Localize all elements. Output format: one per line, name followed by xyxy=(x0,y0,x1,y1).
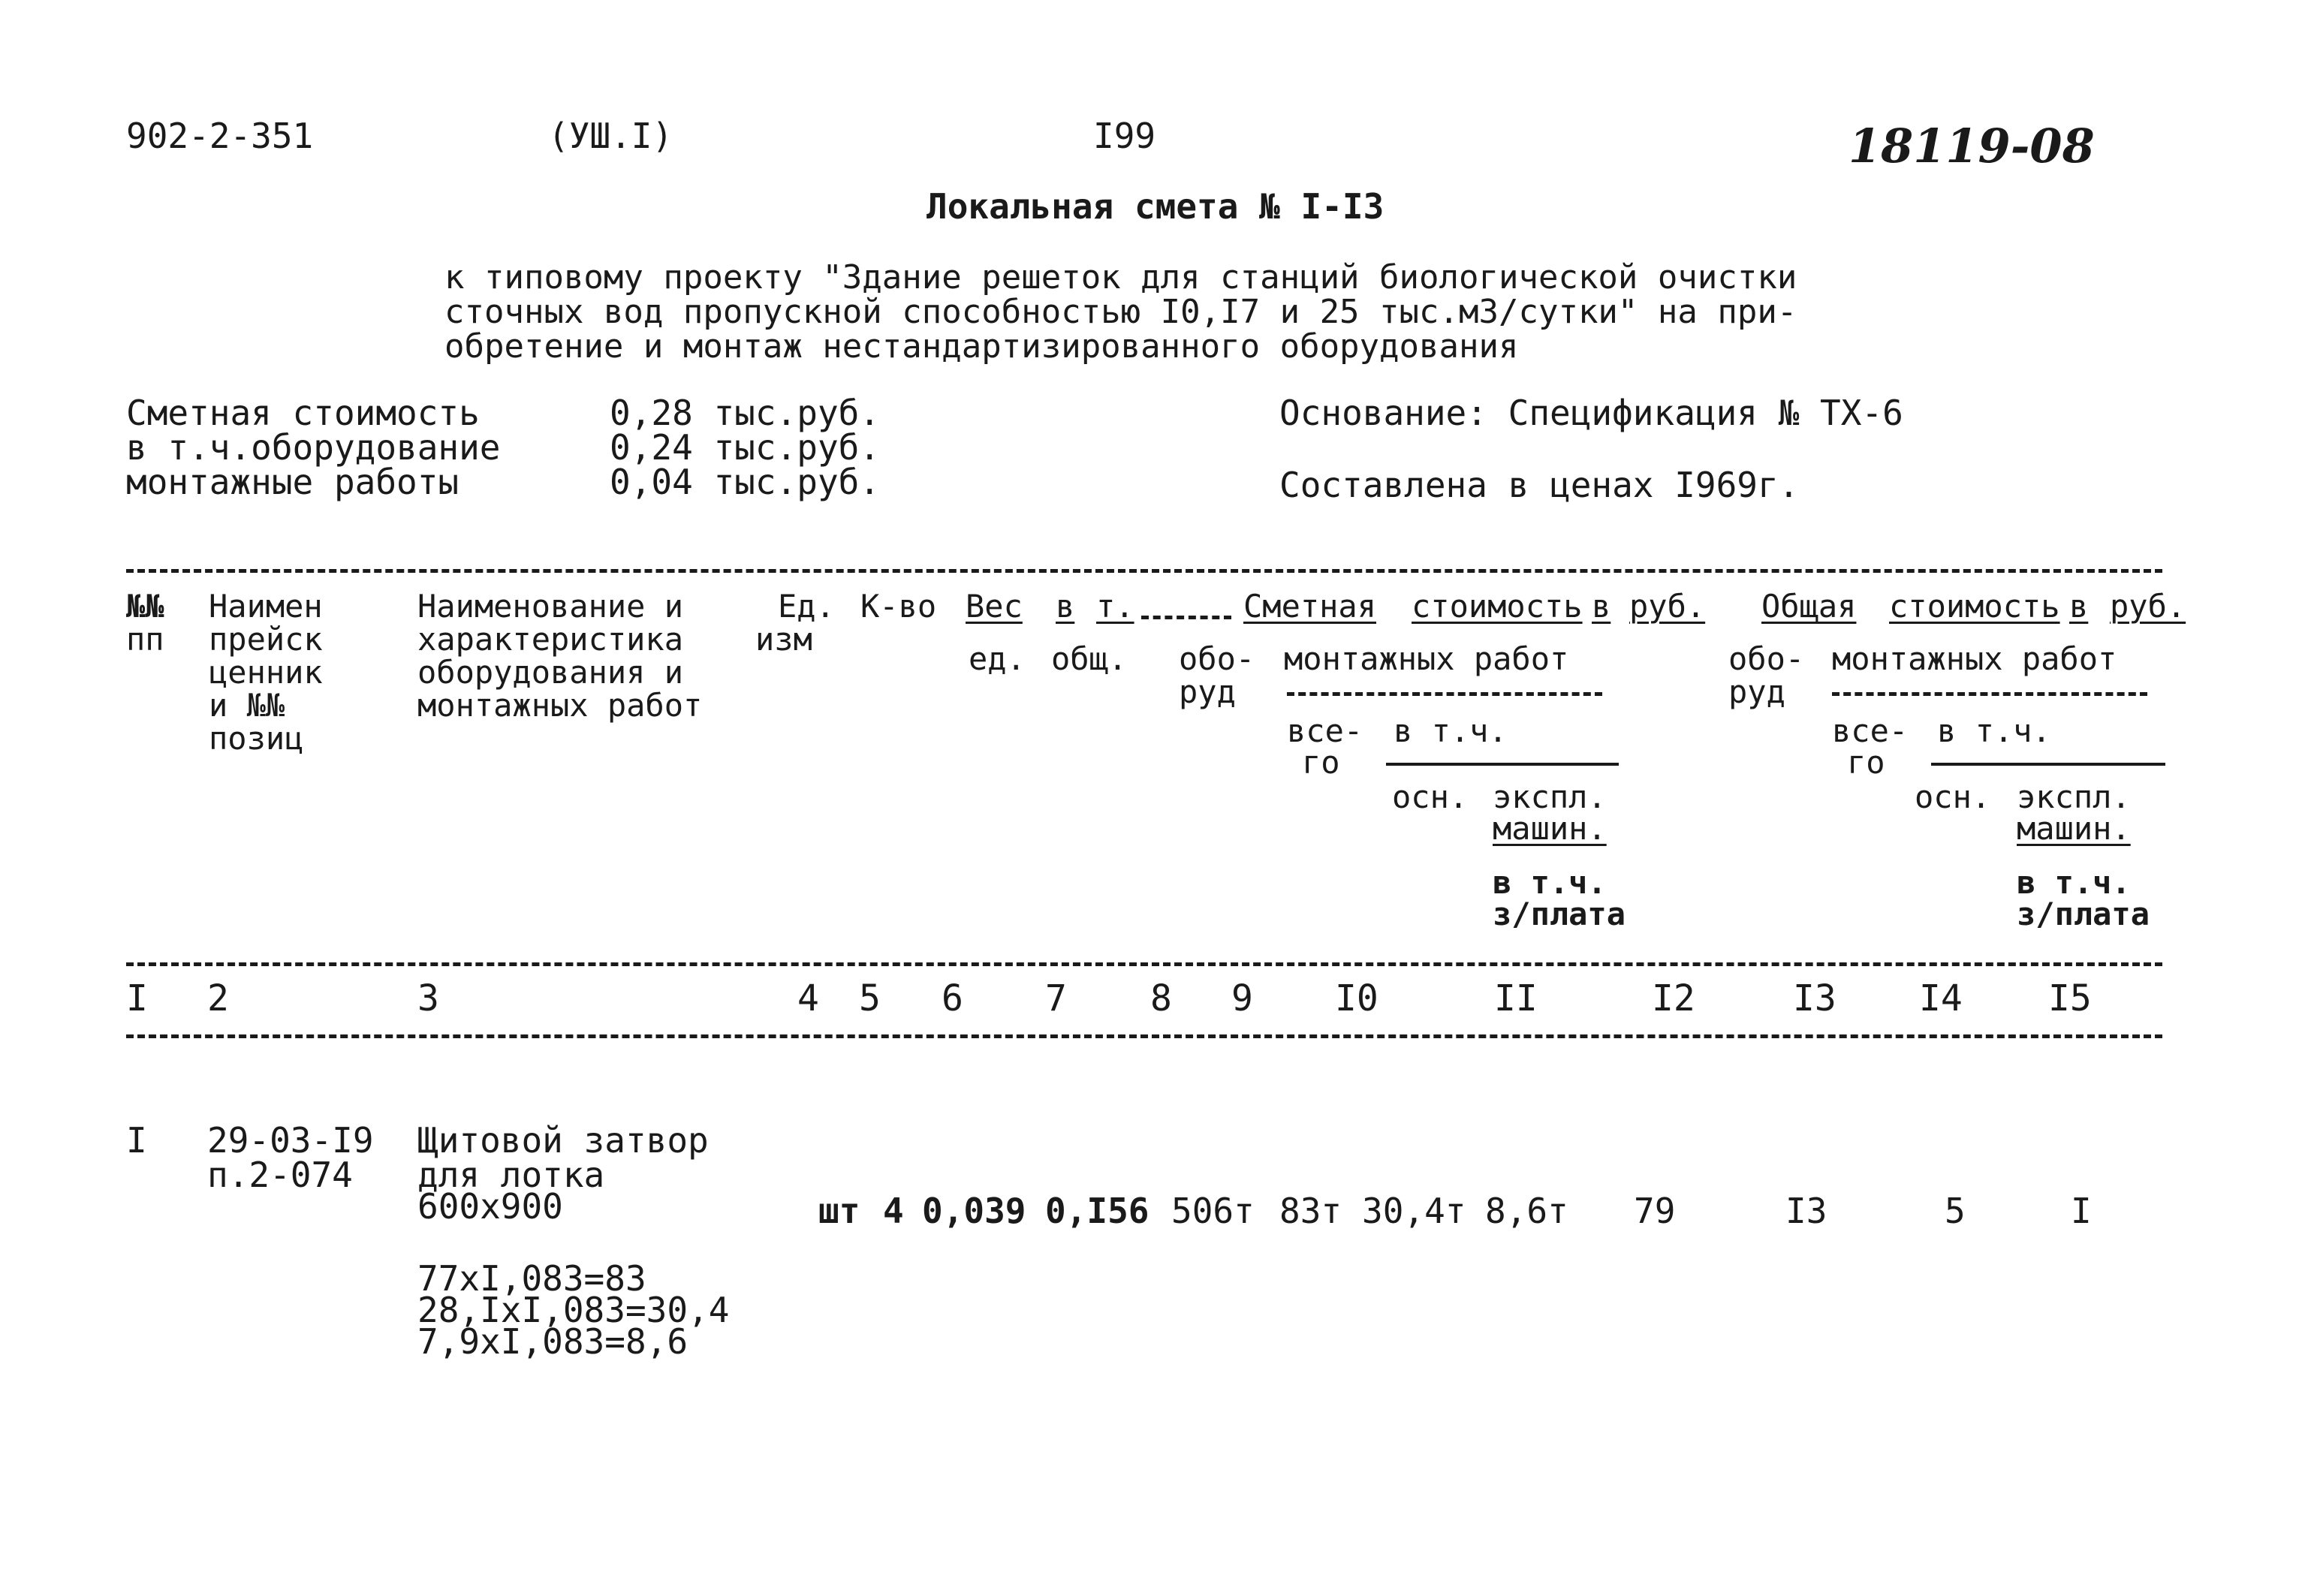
tot-incl-rule xyxy=(1931,763,2165,766)
est-all-line1: все- xyxy=(1287,712,1363,749)
est-base: осн. xyxy=(1392,778,1469,815)
summary-value-mounting: 0,04 тыс.руб. xyxy=(610,462,881,502)
est-mount-rule xyxy=(1287,692,1602,696)
col2-line2: прейск xyxy=(209,621,323,658)
summary-value-equipment: 0,24 тыс.руб. xyxy=(610,427,881,468)
colnum-14: I4 xyxy=(1919,977,1963,1019)
subtitle-line-1: к типовому проекту "Здание решеток для станций биологической очистки xyxy=(444,258,1797,297)
tot-mount-rule xyxy=(1832,692,2147,696)
est-equip-line2: руд xyxy=(1179,673,1236,710)
colnum-5: 5 xyxy=(859,977,881,1019)
colnum-9: 9 xyxy=(1231,977,1253,1019)
summary-label-total: Сметная стоимость xyxy=(126,393,480,433)
col2-line3: ценник xyxy=(209,654,323,691)
handwritten-number: 18119-08 xyxy=(1849,119,2095,173)
total-header-4: руб. xyxy=(2110,588,2186,625)
tot-mach: машин. xyxy=(2017,810,2131,847)
tot-equip-line2: руд xyxy=(1728,673,1785,710)
tot-base: осн. xyxy=(1915,778,1991,815)
row-quantity: 4 xyxy=(883,1191,904,1231)
summary-value-total: 0,28 тыс.руб. xyxy=(610,393,881,433)
colnum-4: 4 xyxy=(797,977,819,1019)
weight-header: Вес xyxy=(966,588,1023,625)
colnum-13: I3 xyxy=(1793,977,1836,1019)
est-equip-line1: обо- xyxy=(1179,640,1255,677)
subtitle-line-2: сточных вод пропускной способностью I0,I7 и 25 тыс.м3/сутки" на при- xyxy=(444,293,1797,331)
row-number: I xyxy=(126,1120,147,1161)
row-total-base: 5 xyxy=(1945,1191,1966,1231)
tot-all-line2: го xyxy=(1847,744,1885,781)
summary-label-mounting: монтажные работы xyxy=(126,462,459,502)
tot-mount-header: монтажных работ xyxy=(1832,640,2117,677)
row-calc-line2: 28,IхI,083=30,4 xyxy=(417,1290,730,1330)
row-mount-total: 83т xyxy=(1279,1191,1342,1231)
total-header-3: в xyxy=(2069,588,2089,625)
row-total-expl: I xyxy=(2071,1191,2092,1231)
col3-line3: оборудования и xyxy=(417,654,684,691)
col2-line4: и №№ xyxy=(209,687,285,724)
colnum-11: II xyxy=(1494,977,1538,1019)
row-calc-line1: 77хI,083=83 xyxy=(417,1258,646,1299)
weight-total: общ. xyxy=(1051,640,1128,677)
row-total-mount: I3 xyxy=(1785,1191,1827,1231)
album-number: (УШ.I) xyxy=(548,116,673,156)
est-incl2: в т.ч. xyxy=(1493,864,1607,901)
estimate-header-1: Сметная xyxy=(1243,588,1377,625)
total-header-2: стоимость xyxy=(1889,588,2060,625)
row-unit: шт xyxy=(818,1191,860,1231)
colnum-12: I2 xyxy=(1652,977,1695,1019)
page-number: I99 xyxy=(1093,116,1156,156)
row-weight-total: 0,I56 xyxy=(1045,1191,1149,1231)
est-incl: в т.ч. xyxy=(1394,712,1508,749)
est-expl: экспл. xyxy=(1493,778,1607,815)
col2-line5: позиц xyxy=(209,720,304,757)
weight-header-in: в xyxy=(1056,588,1075,625)
colnum-8: 8 xyxy=(1150,977,1172,1019)
total-header-1: Общая xyxy=(1761,588,1857,625)
row-code-line2: п.2-074 xyxy=(207,1155,353,1195)
document-code: 902-2-351 xyxy=(126,116,314,156)
tot-all-line1: все- xyxy=(1832,712,1909,749)
colnum-15: I5 xyxy=(2048,977,2092,1019)
estimate-header-4: руб. xyxy=(1629,588,1706,625)
summary-basis: Основание: Спецификация № ТХ-6 xyxy=(1279,393,1903,433)
table-top-rule xyxy=(126,569,2162,573)
colnum-7: 7 xyxy=(1045,977,1067,1019)
col4-line1: Ед. xyxy=(778,588,835,625)
col-header-5: К-во xyxy=(860,588,937,625)
tot-wage: з/плата xyxy=(2017,896,2150,932)
summary-prices: Составлена в ценах I969г. xyxy=(1279,465,1800,505)
summary-label-equipment: в т.ч.оборудование xyxy=(126,427,501,468)
row-calc-line3: 7,9хI,083=8,6 xyxy=(417,1321,688,1362)
tot-incl2: в т.ч. xyxy=(2017,864,2131,901)
subtitle-line-3: обретение и монтаж нестандартизированного оборудования xyxy=(444,327,1519,366)
col2-line1: Наимен xyxy=(209,588,323,625)
col3-line2: характеристика xyxy=(417,621,684,658)
weight-per-unit: ед. xyxy=(969,640,1026,677)
col1-line1: №№ xyxy=(126,588,164,625)
col3-line1: Наименование и xyxy=(417,588,684,625)
row-equipment-cost: 506т xyxy=(1171,1191,1255,1231)
page-title: Локальная смета № I-I3 xyxy=(927,186,1385,227)
estimate-header-3: в xyxy=(1592,588,1611,625)
est-wage: з/плата xyxy=(1493,896,1626,932)
colnum-6: 6 xyxy=(942,977,963,1019)
row-name-line3: 600х900 xyxy=(417,1186,563,1227)
tot-expl: экспл. xyxy=(2017,778,2131,815)
col1-line2: пп xyxy=(126,621,164,658)
row-mount-expl: 8,6т xyxy=(1485,1191,1568,1231)
tot-equip-line1: обо- xyxy=(1728,640,1805,677)
estimate-lead-rule xyxy=(1141,616,1231,619)
row-code-line1: 29-03-I9 xyxy=(207,1120,374,1161)
row-name-line1: Щитовой затвор xyxy=(417,1120,709,1161)
est-incl-rule xyxy=(1386,763,1619,766)
est-all-line2: го xyxy=(1302,744,1340,781)
weight-header-unit: т. xyxy=(1096,588,1134,625)
est-mach: машин. xyxy=(1493,810,1607,847)
colnum-1: I xyxy=(126,977,148,1019)
colnum-bottom-rule xyxy=(126,1034,2162,1038)
colnum-3: 3 xyxy=(417,977,439,1019)
col3-line4: монтажных работ xyxy=(417,687,703,724)
row-mount-base: 30,4т xyxy=(1362,1191,1466,1231)
colnum-2: 2 xyxy=(207,977,229,1019)
colnum-10: I0 xyxy=(1335,977,1378,1019)
colnum-top-rule xyxy=(126,962,2162,966)
estimate-header-2: стоимость xyxy=(1412,588,1583,625)
col4-line2: изм xyxy=(755,621,812,658)
tot-incl: в т.ч. xyxy=(1937,712,2051,749)
row-name-line2: для лотка xyxy=(417,1155,605,1195)
row-total-equipment: 79 xyxy=(1634,1191,1676,1231)
est-mount-header: монтажных работ xyxy=(1284,640,1569,677)
row-weight-unit: 0,039 xyxy=(922,1191,1026,1231)
